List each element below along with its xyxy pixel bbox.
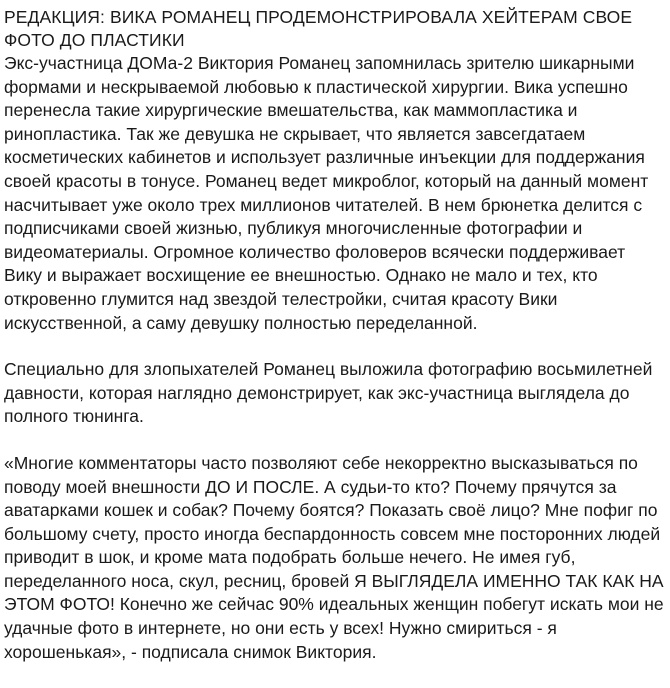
article-paragraph-1: Экс-участница ДОМа-2 Виктория Романец запомнилась зрителю шикарными формами и нескрываемой любовью к пластической хирургии. Вика успешно перенесла такие хирургические вмешательства, как маммопластика и ринопластика. Так же девушка не скрывает, что является завсегдатаем косметических кабинетов и использует различные инъекции для поддержания своей красоты в тонусе. Романец ведет микроблог, который на данный момент насчитывает уже около трех миллионов читателей. В нем брюнетка делится с подписчиками своей жизнью, публикуя многочисленные фотографии и видеоматериалы. Огромное количество фоловеров всячески поддерживает Вику и выражает восхищение ее внешностью. Однако не мало и тех, кто откровенно глумится над звездой телестройки, считая красоту Вики искусственной, а саму девушку полностью переделанной. bbox=[4, 53, 649, 333]
article-paragraph-2: Специально для злопыхателей Романец выложила фотографию восьмилетней давности, которая наглядно демонстрирует, как экс-участница выглядела до полного тюнинга. bbox=[4, 359, 653, 427]
paragraph-spacer bbox=[4, 335, 664, 358]
article-headline: РЕДАКЦИЯ: ВИКА РОМАНЕЦ ПРОДЕМОНСТРИРОВАЛА ХЕЙТЕРАМ СВОЕ ФОТО ДО ПЛАСТИКИ bbox=[4, 7, 633, 50]
article-paragraph-quote: «Многие комментаторы часто позволяют себе некорректно высказываться по поводу моей внешности ДО И ПОСЛЕ. А судьи-то кто? Почему прячутся за аватарками кошек и собак? Почему боятся? Показать своё лицо? Мне пофиг по большому счету, просто иногда беспардонность совсем мне посторонних людей приводит в шок, и кроме мата подобрать больше нечего. Не имея губ, переделанного носа, скул, ресниц, бровей Я ВЫГЛЯДЕЛА ИМЕННО ТАК КАК НА ЭТОМ ФОТО! Конечно же сейчас 90% идеальных женщин побегут искать мои не удачные фото в интернете, но они есть у всех! Нужно смириться - я хорошенькая», - подписала снимок Виктория. bbox=[4, 452, 664, 662]
paragraph-spacer bbox=[4, 429, 664, 452]
